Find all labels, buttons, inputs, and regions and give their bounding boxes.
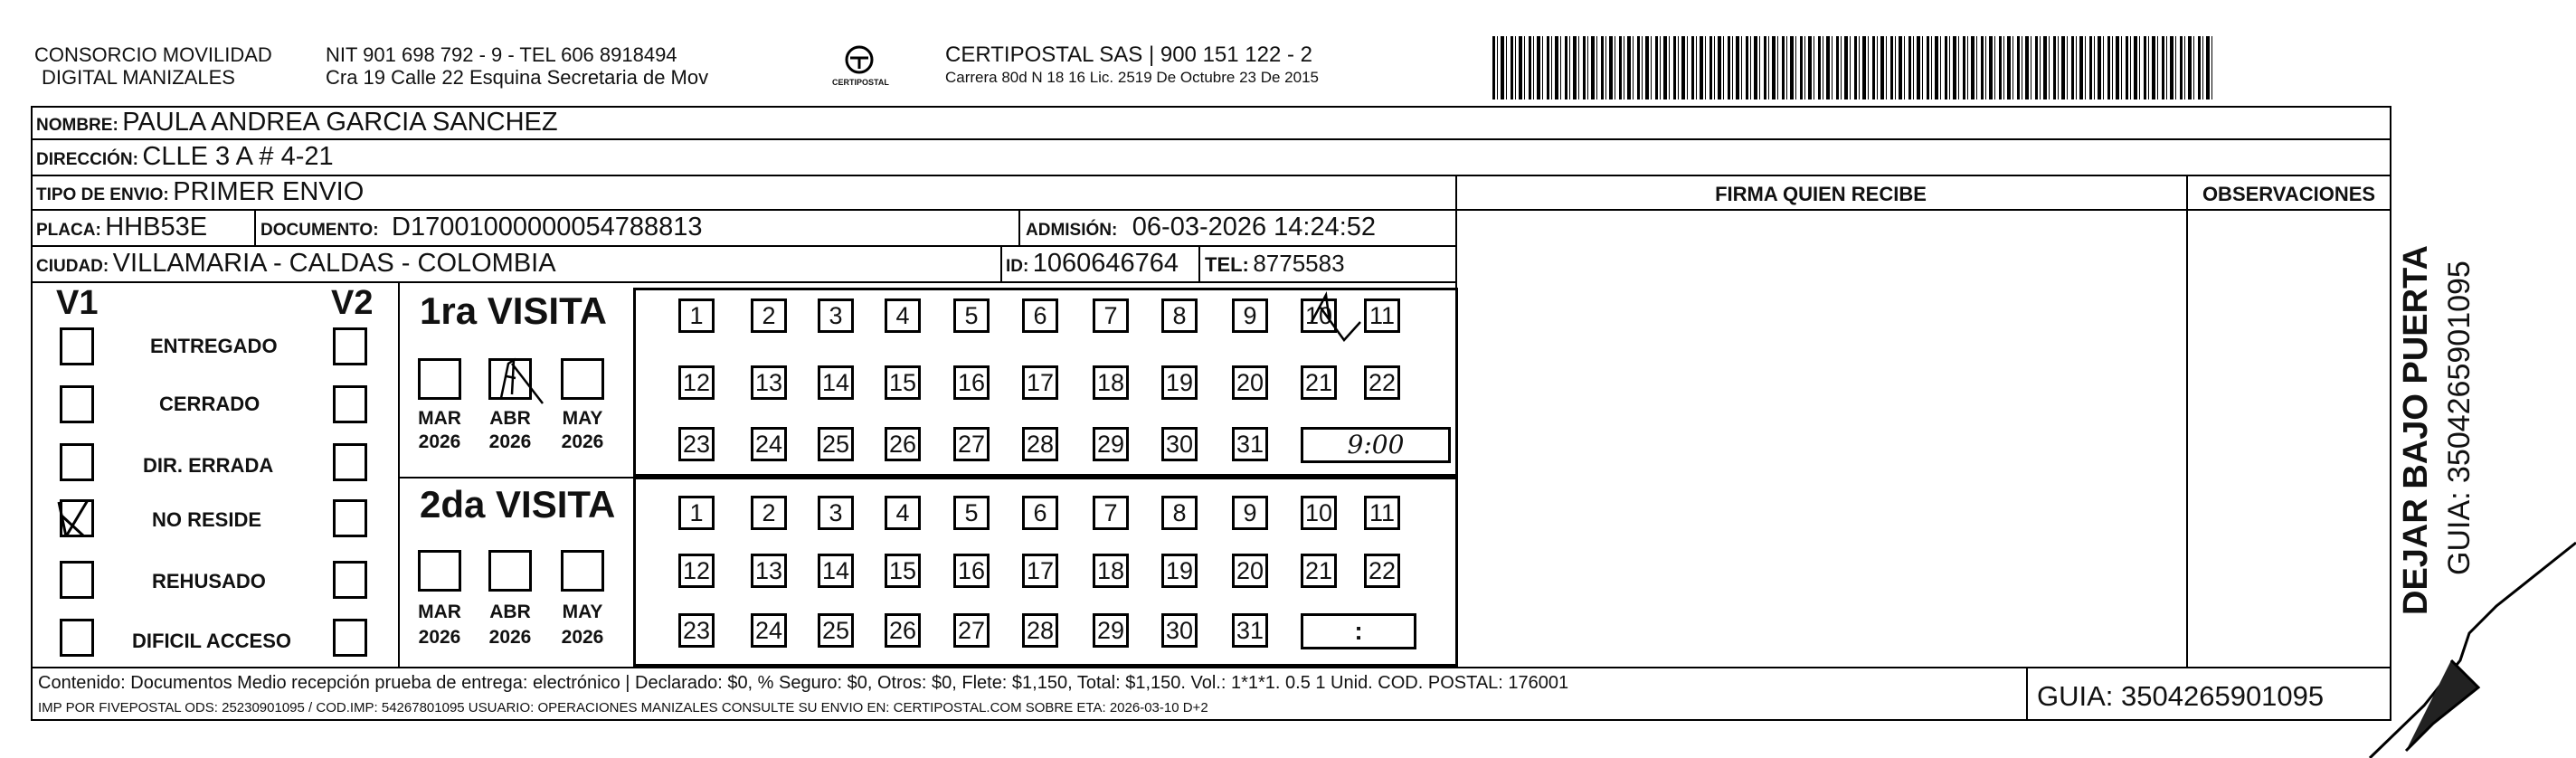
admision-row <box>1026 212 1376 247</box>
visit2-day[interactable]: 11 <box>1364 496 1400 530</box>
documento-value: D17001000000054788813 <box>392 213 703 242</box>
direccion-label: DIRECCIÓN: <box>36 150 138 169</box>
visit2-day[interactable]: 25 <box>818 613 854 648</box>
company-name <box>34 43 272 89</box>
v1-dir-errada-checkbox[interactable] <box>60 443 94 481</box>
visit2-day[interactable]: 14 <box>818 554 854 588</box>
visit2-day[interactable]: 7 <box>1093 496 1129 530</box>
admision-value: 06-03-2026 14:24:52 <box>1132 213 1377 242</box>
visit2-day[interactable]: 9 <box>1232 496 1268 530</box>
direccion-value: CLLE 3 A # 4-21 <box>142 142 334 171</box>
admision-label: ADMISIÓN: <box>1026 221 1118 240</box>
status-cerrado: CERRADO <box>159 393 260 415</box>
visit1-day[interactable]: 12 <box>678 365 715 400</box>
direccion-row <box>36 141 334 176</box>
visit2-month-label: MAR <box>418 602 461 622</box>
visit2-day[interactable]: 31 <box>1232 613 1268 648</box>
visit1-month-label: MAR <box>418 408 461 429</box>
visit1-day[interactable]: 7 <box>1093 298 1129 333</box>
courier-line-1: CERTIPOSTAL SAS | 900 151 122 - 2 <box>945 43 1312 67</box>
visit1-day[interactable]: 8 <box>1161 298 1198 333</box>
nit-line: NIT 901 698 792 - 9 - TEL 606 8918494 <box>326 43 677 66</box>
signature-area[interactable] <box>1463 217 2177 660</box>
visit1-handwritten-time: 9:00 <box>1347 430 1405 460</box>
visit1-day[interactable]: 11 <box>1364 298 1400 333</box>
visit1-day[interactable]: 19 <box>1161 365 1198 400</box>
visit2-day[interactable]: 30 <box>1161 613 1198 648</box>
v1-dificil-acceso-checkbox[interactable] <box>60 619 94 657</box>
v2-no-reside-checkbox[interactable] <box>333 499 367 537</box>
address-line: Cra 19 Calle 22 Esquina Secretaria de Mov <box>326 66 709 89</box>
visit1-day[interactable]: 1 <box>678 298 715 333</box>
v2-rehusado-checkbox[interactable] <box>333 561 367 599</box>
visit1-day[interactable]: 16 <box>953 365 990 400</box>
visit2-month-label: ABR <box>489 602 531 622</box>
footer-contenido: Contenido: Documentos Medio recepción prueba de entrega: electrónico | Declarado: $0, % Seguro: $0, Otros: $0, Flete: $1,150, Total: $1,150. Vol.: 1*1*1. 0.5 1 Unid. COD. POSTAL: 176001 <box>38 673 1569 693</box>
visit2-day[interactable]: 21 <box>1301 554 1337 588</box>
status-no-reside: NO RESIDE <box>152 508 262 531</box>
visit2-day[interactable]: 1 <box>678 496 715 530</box>
visit2-day[interactable]: 16 <box>953 554 990 588</box>
visit2-day[interactable]: 29 <box>1093 613 1129 648</box>
visit2-day[interactable]: 13 <box>751 554 787 588</box>
tipo-row <box>36 176 364 212</box>
visit1-day[interactable]: 20 <box>1232 365 1268 400</box>
visit1-day[interactable]: 6 <box>1022 298 1058 333</box>
ciudad-row <box>36 248 556 283</box>
placa-value: HHB53E <box>105 213 208 242</box>
visit2-day[interactable]: 28 <box>1022 613 1058 648</box>
visit1-day[interactable]: 18 <box>1093 365 1129 400</box>
visit1-day[interactable]: 4 <box>885 298 921 333</box>
v1-cerrado-checkbox[interactable] <box>60 385 94 423</box>
visit2-month-may-box[interactable] <box>561 550 604 592</box>
visit1-month-may-box[interactable] <box>561 358 604 400</box>
placa-row <box>36 212 207 247</box>
visit2-day[interactable]: 6 <box>1022 496 1058 530</box>
visit1-day[interactable]: 10 <box>1301 298 1337 333</box>
v1-rehusado-checkbox[interactable] <box>60 561 94 599</box>
v1-header: V1 <box>56 284 99 322</box>
courier-info <box>945 43 1319 86</box>
visit1-year-label: 2026 <box>561 431 604 452</box>
visit2-month-label: MAY <box>562 602 603 622</box>
visit1-day[interactable]: 17 <box>1022 365 1058 400</box>
id-row <box>1006 248 1179 283</box>
visit1-day[interactable]: 26 <box>885 427 921 461</box>
v2-dificil-acceso-checkbox[interactable] <box>333 619 367 657</box>
company-contact <box>326 43 708 89</box>
visit1-month-label: MAY <box>562 408 603 429</box>
v2-header: V2 <box>331 284 374 322</box>
visit2-day[interactable]: 27 <box>953 613 990 648</box>
documento-row <box>260 212 703 247</box>
visit1-month-label: ABR <box>489 408 531 429</box>
visit2-day[interactable]: 8 <box>1161 496 1198 530</box>
visit1-day10-mark-icon <box>1302 286 1393 376</box>
footer-guia: GUIA: 3504265901095 <box>2037 680 2325 712</box>
visit1-day[interactable]: 15 <box>885 365 921 400</box>
torn-corner-icon <box>2316 507 2576 758</box>
company-line-1: CONSORCIO MOVILIDAD <box>34 43 272 66</box>
ciudad-label: CIUDAD: <box>36 257 109 276</box>
visit1-day[interactable]: 24 <box>751 427 787 461</box>
nombre-row <box>36 107 558 142</box>
v2-dir-errada-checkbox[interactable] <box>333 443 367 481</box>
visit1-day[interactable]: 9 <box>1232 298 1268 333</box>
side-guia: GUIA: 3504265901095 <box>2442 261 2477 575</box>
visit2-month-mar-box[interactable] <box>418 550 461 592</box>
v1-entregado-checkbox[interactable] <box>60 327 94 365</box>
nombre-label: NOMBRE: <box>36 116 118 135</box>
visit2-day[interactable]: 20 <box>1232 554 1268 588</box>
visit1-day[interactable]: 21 <box>1301 365 1337 400</box>
logo-text: CERTIPOSTAL <box>832 78 889 87</box>
tipo-label: TIPO DE ENVIO: <box>36 185 169 204</box>
status-dificil-acceso: DIFICIL ACCESO <box>132 630 292 652</box>
id-value: 1060646764 <box>1032 249 1179 278</box>
nombre-value: PAULA ANDREA GARCIA SANCHEZ <box>122 108 558 137</box>
visit2-day[interactable]: 5 <box>953 496 990 530</box>
visit1-day[interactable]: 14 <box>818 365 854 400</box>
visit1-time-box[interactable] <box>1301 427 1451 463</box>
handwritten-mark-icon <box>488 358 532 400</box>
visit2-day[interactable]: 26 <box>885 613 921 648</box>
v2-entregado-checkbox[interactable] <box>333 327 367 365</box>
visit1-day[interactable]: 23 <box>678 427 715 461</box>
visit1-day[interactable]: 5 <box>953 298 990 333</box>
visit2-day[interactable]: 19 <box>1161 554 1198 588</box>
documento-label: DOCUMENTO: <box>260 221 379 240</box>
visit1-month-mar-box[interactable] <box>418 358 461 400</box>
visit1-day[interactable]: 25 <box>818 427 854 461</box>
tel-row <box>1205 248 1345 283</box>
v2-cerrado-checkbox[interactable] <box>333 385 367 423</box>
footer-imp: IMP POR FIVEPOSTAL ODS: 25230901095 / COD.IMP: 54267801095 USUARIO: OPERACIONES MANIZALES CONSULTE SU ENVIO EN: CERTIPOSTAL.COM SOBRE ETA: 2026-03-10 D+2 <box>38 700 1208 715</box>
observaciones-header: OBSERVACIONES <box>2202 183 2376 205</box>
visit2-day[interactable]: 15 <box>885 554 921 588</box>
visit1-day[interactable]: 22 <box>1364 365 1400 400</box>
visit2-day[interactable]: 22 <box>1364 554 1400 588</box>
visit2-year-label: 2026 <box>561 627 604 648</box>
visit1-day[interactable]: 29 <box>1093 427 1129 461</box>
visit1-day[interactable]: 31 <box>1232 427 1268 461</box>
visit1-day[interactable]: 30 <box>1161 427 1198 461</box>
visit2-day[interactable]: 18 <box>1093 554 1129 588</box>
visit2-day[interactable]: 12 <box>678 554 715 588</box>
visit2-day[interactable]: 2 <box>751 496 787 530</box>
status-rehusado: REHUSADO <box>152 570 266 592</box>
visit2-day[interactable]: 4 <box>885 496 921 530</box>
visit2-day[interactable]: 17 <box>1022 554 1058 588</box>
courier-line-2: Carrera 80d N 18 16 Lic. 2519 De Octubre 23 De 2015 <box>945 69 1319 86</box>
visit2-time-box[interactable]: : <box>1301 613 1416 649</box>
barcode <box>1492 36 2216 99</box>
visit1-day[interactable]: 2 <box>751 298 787 333</box>
dejar-bajo-puerta: DEJAR BAJO PUERTA <box>2397 245 2435 615</box>
visit2-day[interactable]: 3 <box>818 496 854 530</box>
visit2-title: 2da VISITA <box>420 483 616 526</box>
status-entregado: ENTREGADO <box>150 335 278 357</box>
placa-label: PLACA: <box>36 221 101 240</box>
ciudad-value: VILLAMARIA - CALDAS - COLOMBIA <box>112 249 556 278</box>
tel-value: 8775583 <box>1253 250 1345 277</box>
visit2-day[interactable]: 24 <box>751 613 787 648</box>
visit1-year-label: 2026 <box>418 431 461 452</box>
tel-label: TEL: <box>1205 253 1249 276</box>
visit1-title: 1ra VISITA <box>420 289 607 332</box>
visit1-month-abr-box[interactable] <box>488 358 532 400</box>
id-label: ID: <box>1006 257 1029 276</box>
tipo-value: PRIMER ENVIO <box>173 177 365 206</box>
visit2-month-abr-box[interactable] <box>488 550 532 592</box>
visit1-day[interactable]: 28 <box>1022 427 1058 461</box>
visit2-year-label: 2026 <box>488 627 532 648</box>
visit1-day[interactable]: 27 <box>953 427 990 461</box>
visit1-day[interactable]: 13 <box>751 365 787 400</box>
firma-header: FIRMA QUIEN RECIBE <box>1715 183 1927 205</box>
visit2-day[interactable]: 10 <box>1301 496 1337 530</box>
certipostal-logo <box>823 40 895 103</box>
visit2-day[interactable]: 23 <box>678 613 715 648</box>
checkmark-icon <box>57 497 91 535</box>
visit1-day[interactable]: 3 <box>818 298 854 333</box>
visit1-year-label: 2026 <box>488 431 532 452</box>
visit2-year-label: 2026 <box>418 627 461 648</box>
v1-no-reside-checkbox[interactable] <box>60 499 94 537</box>
status-dir-errada: DIR. ERRADA <box>143 454 274 477</box>
company-line-2: DIGITAL MANIZALES <box>42 66 235 89</box>
